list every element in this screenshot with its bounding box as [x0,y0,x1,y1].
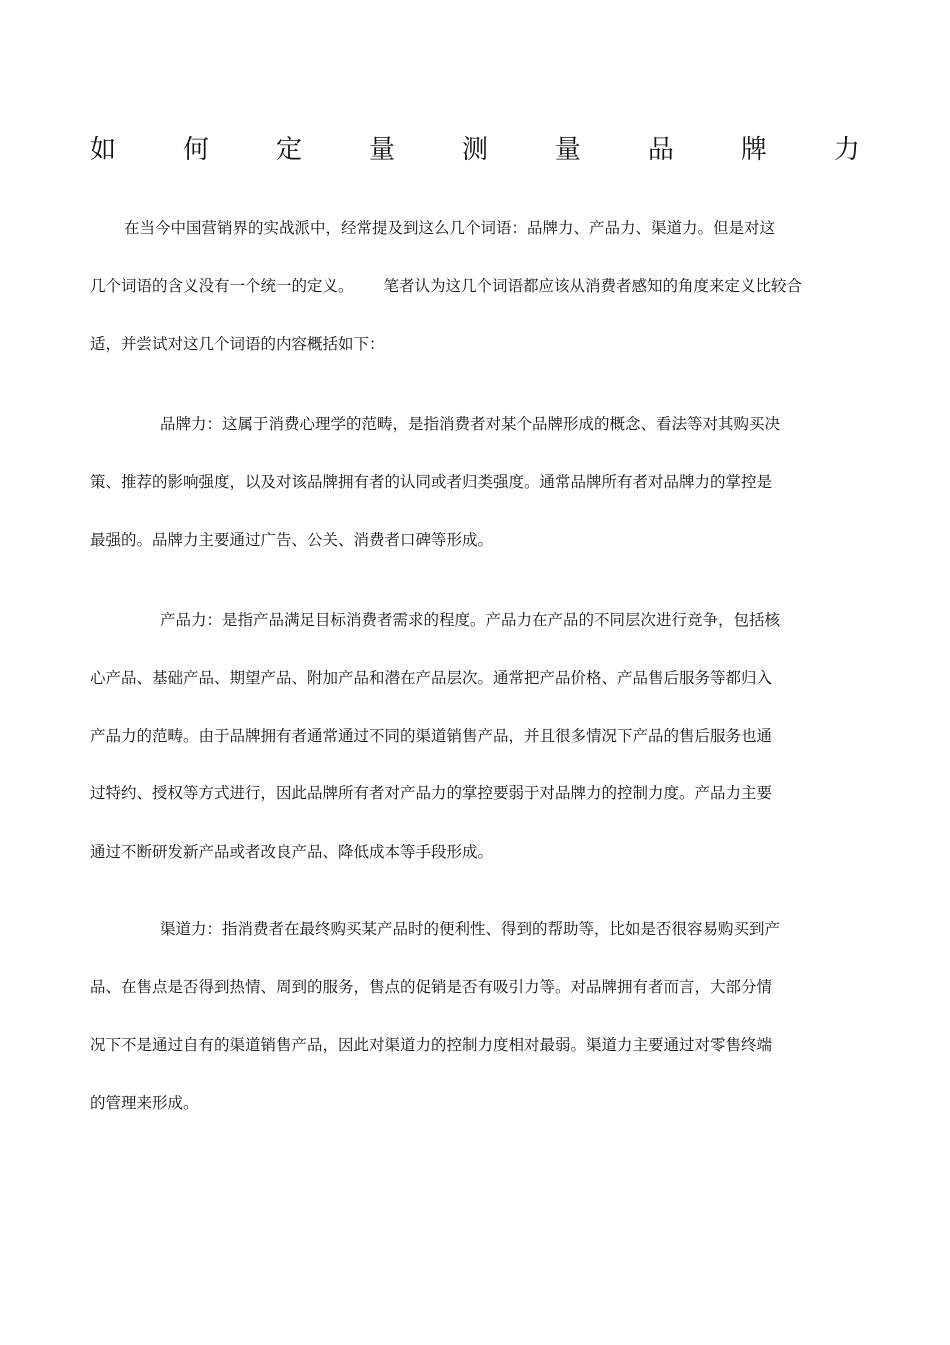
intro-line: 适，并尝试对这几个词语的内容概括如下： [90,335,385,353]
title-char: 测 [461,135,488,165]
intro-line-part: 笔者认为这几个词语都应该从消费者感知的角度来定义比较合 [383,277,803,295]
channel-power-line: 的管理来形成。 [90,1094,199,1112]
page-title [90,130,860,170]
intro-line-part: 几个词语的含义没有一个统一的定义。 [90,277,354,295]
product-power-line: 过特约、授权等方式进行，因此品牌所有者对产品力的掌控要弱于对品牌力的控制力度。产品力主要 [90,784,773,802]
title-char: 牌 [740,135,767,165]
intro-line [90,276,802,296]
brand-power-line: 最强的。品牌力主要通过广告、公关、消费者口碑等形成。 [90,531,494,549]
product-power-line: 产品力的范畴。由于品牌拥有者通常通过不同的渠道销售产品，并且很多情况下产品的售后服务也通 [90,727,773,745]
title-char: 量 [368,135,395,165]
intro-line: 在当今中国营销界的实战派中，经常提及到这么几个词语：品牌力、产品力、渠道力。但是对这 [124,219,776,237]
title-char: 如 [90,135,117,165]
brand-power-line: 策、推荐的影响强度，以及对该品牌拥有者的认同或者归类强度。通常品牌所有者对品牌力的掌控是 [90,473,773,491]
brand-power-line: 品牌力：这属于消费心理学的范畴，是指消费者对某个品牌形成的概念、看法等对其购买决 [160,415,781,433]
product-power-line: 心产品、基础产品、期望产品、附加产品和潜在产品层次。通常把产品价格、产品售后服务等都归入 [90,669,773,687]
title-char: 力 [833,135,860,165]
title-char: 量 [554,135,581,165]
channel-power-line: 况下不是通过自有的渠道销售产品，因此对渠道力的控制力度相对最弱。渠道力主要通过对零售终端 [90,1036,773,1054]
title-char: 品 [647,135,674,165]
title-char: 何 [182,135,209,165]
channel-power-line: 品、在售点是否得到热情、周到的服务，售点的促销是否有吸引力等。对品牌拥有者而言，大部分情 [90,978,773,996]
product-power-line: 产品力：是指产品满足目标消费者需求的程度。产品力在产品的不同层次进行竞争，包括核 [160,611,781,629]
channel-power-line: 渠道力：指消费者在最终购买某产品时的便利性、得到的帮助等，比如是否很容易购买到产 [160,920,781,938]
title-char: 定 [275,135,302,165]
product-power-line: 通过不断研发新产品或者改良产品、降低成本等手段形成。 [90,843,494,861]
